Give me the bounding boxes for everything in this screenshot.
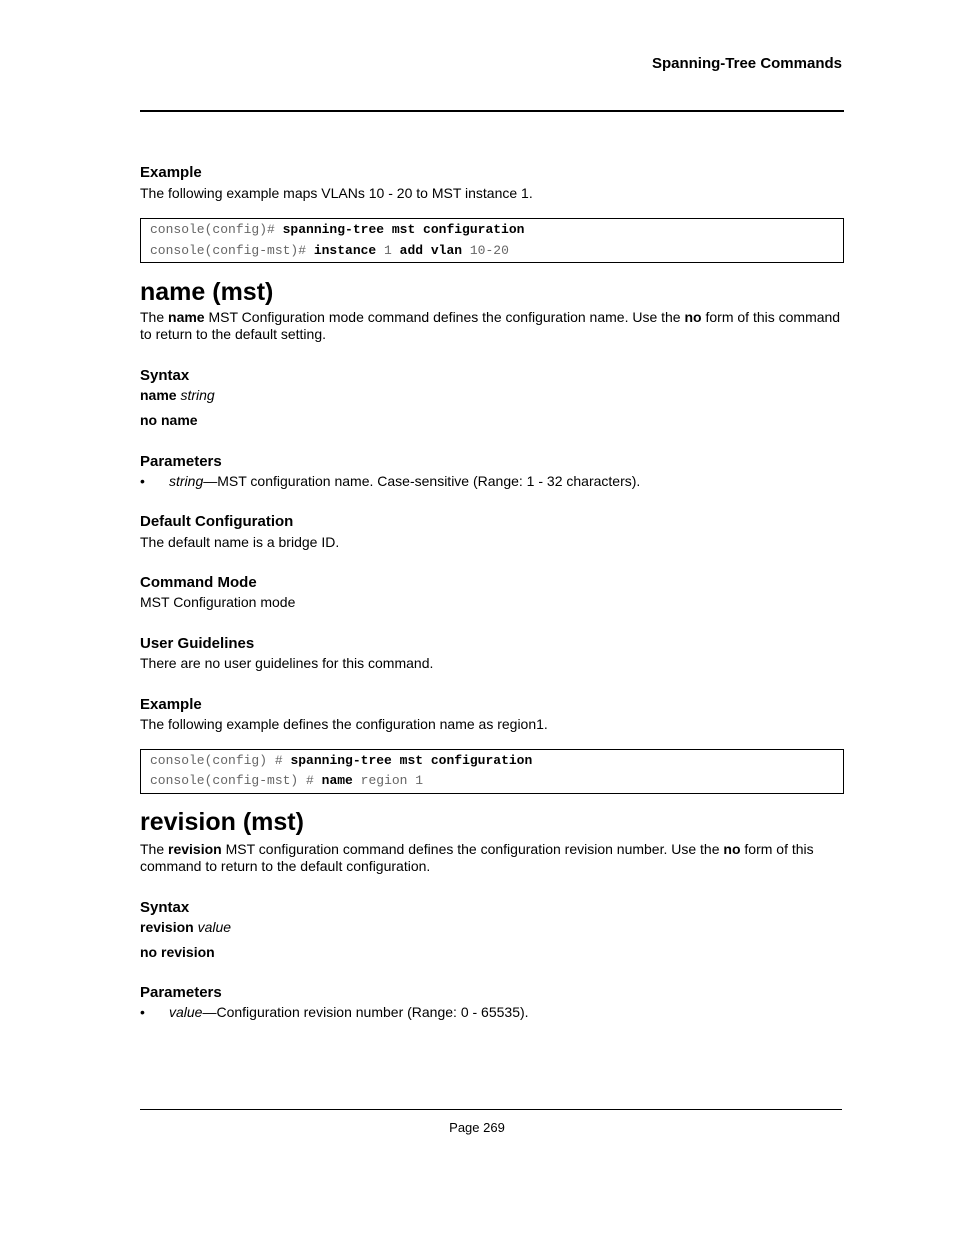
example-text: The following example maps VLANs 10 - 20 to MST instance 1.: [140, 185, 533, 201]
syntax-heading: Syntax: [140, 899, 190, 916]
header-rule: [140, 110, 844, 112]
example-heading: Example: [140, 164, 202, 181]
example-heading: Example: [140, 696, 202, 713]
code-line: console(config-mst)# instance 1 add vlan 10-20: [150, 243, 509, 258]
code-line: console(config)# spanning-tree mst configuration: [150, 222, 525, 237]
syntax-no-line: no name: [140, 412, 198, 428]
command-mode-text: MST Configuration mode: [140, 594, 296, 610]
code-block: [140, 218, 844, 263]
code-block: [140, 749, 844, 794]
command-mode-heading: Command Mode: [140, 574, 257, 591]
default-config-heading: Default Configuration: [140, 513, 294, 530]
code-line: console(config) # spanning-tree mst configuration: [150, 753, 533, 768]
parameters-heading: Parameters: [140, 453, 222, 470]
parameter-item: value—Configuration revision number (Range: 0 - 65535).: [169, 1004, 529, 1020]
parameters-heading: Parameters: [140, 984, 222, 1001]
user-guidelines-text: There are no user guidelines for this command.: [140, 655, 434, 671]
section-intro: The revision MST configuration command defines the configuration revision number. Use the no form of this command to return to the default configuration.: [140, 841, 814, 874]
syntax-line: name string: [140, 387, 215, 403]
footer-rule: [140, 1109, 842, 1110]
code-line: console(config-mst) # name region 1: [150, 773, 424, 788]
syntax-heading: Syntax: [140, 367, 190, 384]
section-intro: The name MST Configuration mode command defines the configuration name. Use the no form of this command to return to the default setting.: [140, 309, 841, 342]
section-title: revision (mst): [140, 808, 304, 836]
example-text: The following example defines the configuration name as region1.: [140, 716, 548, 732]
running-header: Spanning-Tree Commands: [651, 55, 842, 72]
user-guidelines-heading: User Guidelines: [140, 635, 255, 652]
syntax-no-line: no revision: [140, 944, 215, 960]
page-number: Page 269: [449, 1120, 505, 1135]
bullet: •: [140, 473, 145, 489]
syntax-line: revision value: [140, 919, 232, 935]
section-title: name (mst): [140, 278, 274, 306]
parameter-item: string—MST configuration name. Case-sensitive (Range: 1 - 32 characters).: [169, 473, 641, 489]
default-config-text: The default name is a bridge ID.: [140, 534, 340, 550]
bullet: •: [140, 1004, 145, 1020]
